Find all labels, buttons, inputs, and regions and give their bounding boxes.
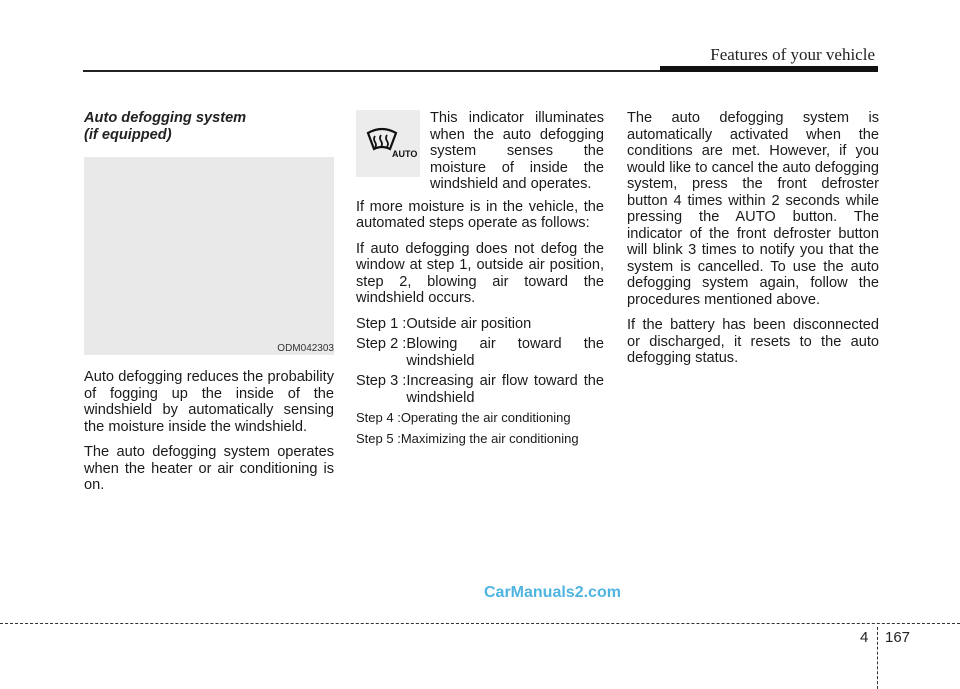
indicator-block (356, 110, 604, 193)
heading-title: Auto defogging system (84, 110, 247, 126)
figure-image (84, 157, 334, 355)
middle-column (356, 110, 604, 451)
intro-paragraph: Auto defogging reduces the probability of fogging up the inside of the windshield by automatically sensing the moisture inside the windshield. (84, 369, 334, 435)
step-item: Step 1 : Outside air position (356, 315, 532, 332)
running-header: Features of your vehicle (710, 45, 875, 64)
auto-defog-indicator-icon (356, 110, 420, 177)
indicator-description: This indicator illuminates when the auto defogging system senses the moisture of inside the windshield and operates. (430, 110, 604, 192)
section-heading (84, 110, 334, 144)
chapter-number: 4 (860, 629, 869, 646)
step-explanation-paragraph: If auto defogging does not defog the window at step 1, outside air position, step 2, blowing air toward the windshield occurs. (356, 240, 604, 306)
header-rule-accent (660, 66, 878, 72)
steps-list (356, 316, 604, 448)
page-number: 167 (885, 629, 911, 646)
heading-qualifier: (if equipped) (84, 127, 172, 143)
figure-code: ODM042303 (277, 343, 334, 354)
watermark-link[interactable]: CarManuals2.com (484, 584, 621, 601)
cancel-paragraph: The auto defogging system is automatically activated when the conditions are met. However, if you would like to cancel the auto defogging system, press the front defroster button 4 times within 2 seconds while pressing the AUTO button. The indicator of the front defroster button will blink 3 times to notify you that the system is cancelled. To use the auto defogging system again, follow the procedures mentioned above. (627, 110, 879, 308)
left-column (84, 110, 334, 503)
operation-paragraph: The auto defogging system operates when the heater or air conditioning is on. (84, 444, 334, 493)
step-item: Step 5 : Maximizing the air conditioning (356, 430, 579, 446)
step-item: Step 2 : Blowing air toward the windshield (356, 336, 604, 369)
step-item: Step 4 : Operating the air conditioning (356, 410, 571, 425)
auto-label: AUTO (392, 148, 418, 159)
footer-rule (0, 623, 960, 624)
moisture-paragraph: If more moisture is in the vehicle, the automated steps operate as follows: (356, 198, 604, 231)
step-item: Step 3 : Increasing air flow toward the windshield (356, 373, 604, 406)
right-column (627, 110, 879, 376)
battery-paragraph: If the battery has been disconnected or discharged, it resets to the auto defogging status. (627, 317, 879, 366)
footer-divider (877, 627, 878, 689)
